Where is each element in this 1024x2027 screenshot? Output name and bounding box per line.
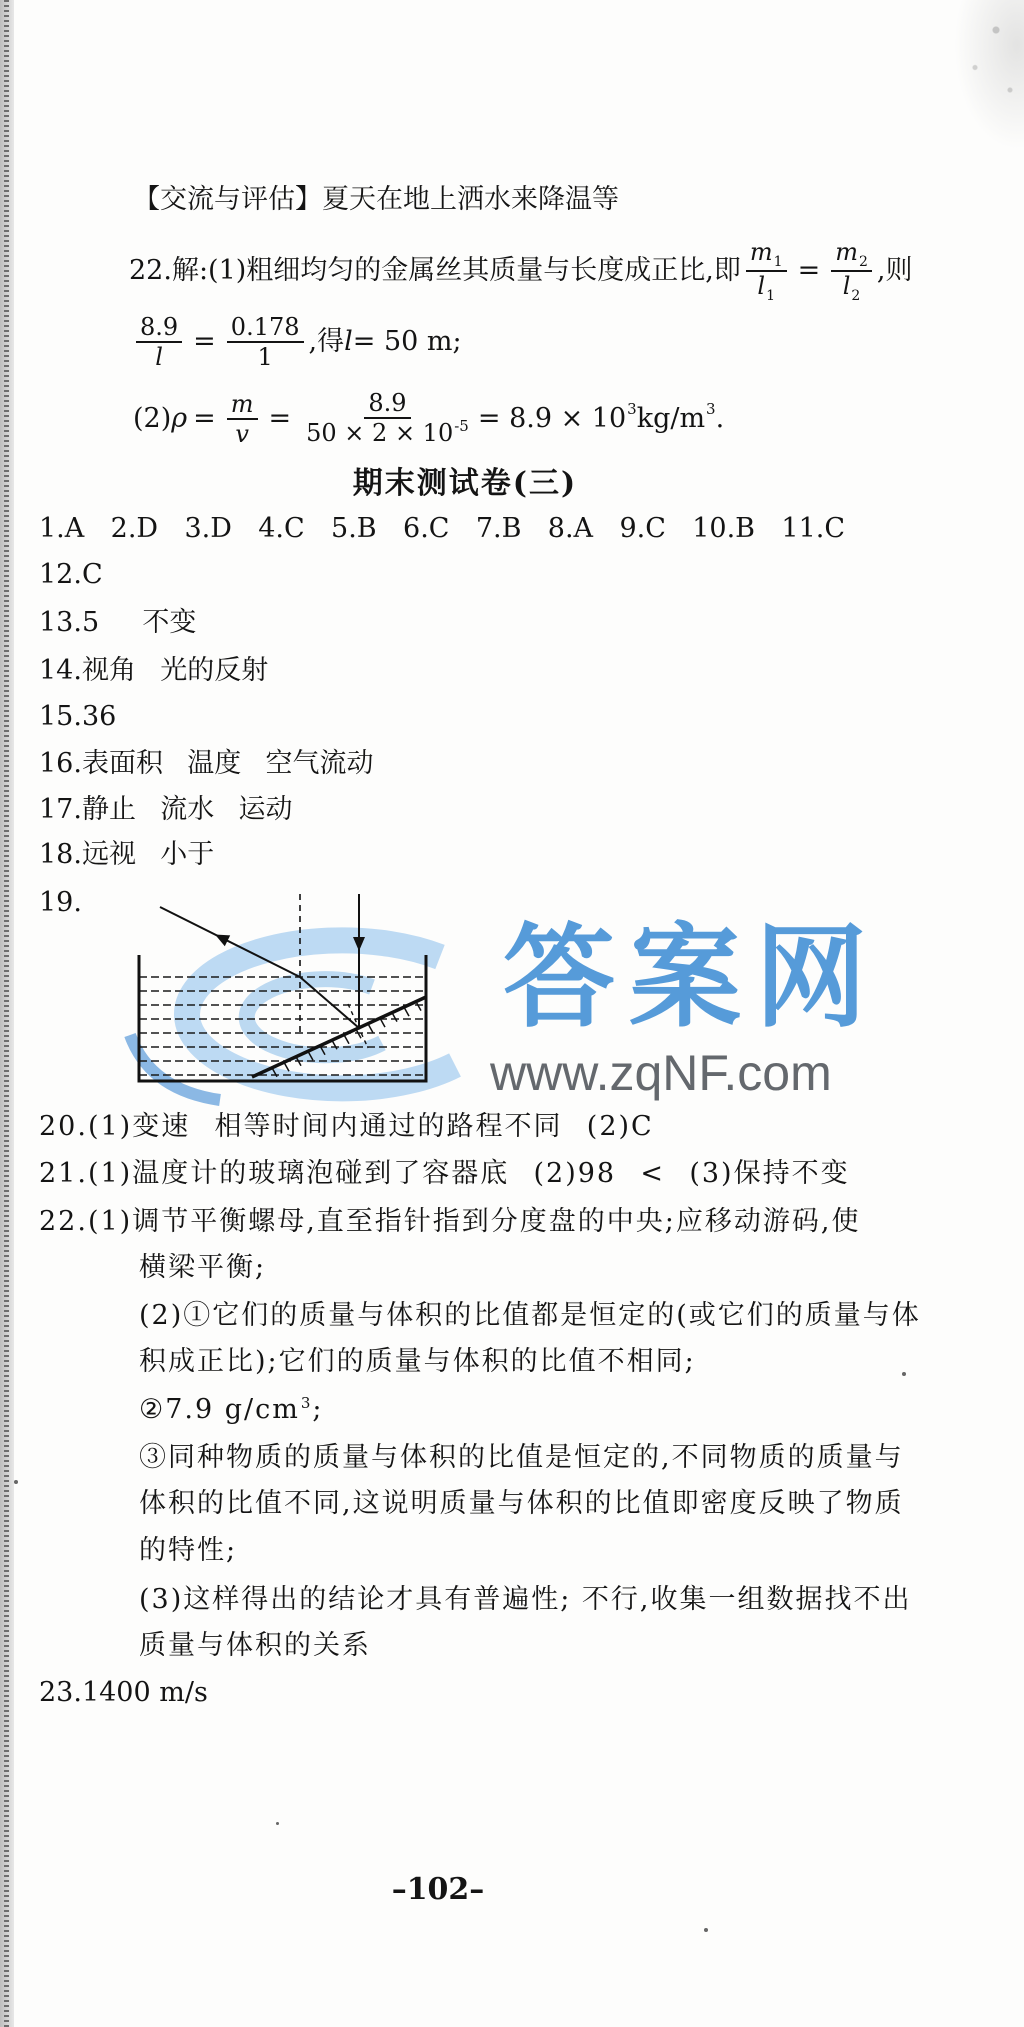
fraction-numerator: 8.9 xyxy=(136,314,182,343)
mc-answer: 6.C xyxy=(403,513,450,544)
answer-q22-line4: 积成正比);它们的质量与体积的比值不相同; xyxy=(139,1346,696,1377)
reflected-ray xyxy=(300,977,359,1028)
density-fraction-numeric xyxy=(302,390,473,449)
denominator-base: 50 × 2 × 10 xyxy=(306,418,454,447)
answer-q21 xyxy=(39,1157,850,1191)
var-l: l xyxy=(344,326,353,357)
var-v: v xyxy=(235,420,249,448)
fraction-denominator xyxy=(839,272,865,303)
scan-border xyxy=(0,0,14,2027)
prev-q22-density-line xyxy=(133,389,724,449)
answer-q18 xyxy=(39,838,214,872)
fraction-numerator xyxy=(227,391,258,420)
density-result: = 8.9 × 10 xyxy=(477,403,627,434)
question-number: 13. xyxy=(39,607,82,638)
answer-item: 不变 xyxy=(142,607,197,638)
answer-item: < xyxy=(640,1158,666,1189)
subscript: 2 xyxy=(858,254,868,270)
question-number: 20. xyxy=(39,1111,88,1142)
mc-answer: 8.A xyxy=(547,513,594,544)
watermark-url: www.zqNF.com xyxy=(490,1045,832,1101)
answer-item: 视角 xyxy=(81,655,136,686)
answer-q19 xyxy=(39,886,82,920)
exponent: 3 xyxy=(627,400,637,418)
subscript: 1 xyxy=(766,288,776,304)
var-m: m xyxy=(230,390,254,418)
exponent: -5 xyxy=(454,416,469,435)
answer-item: 运动 xyxy=(238,794,293,825)
answer-item: 表面积 xyxy=(81,748,163,779)
mc-answer: 2.D xyxy=(110,513,159,544)
equals-sign: = xyxy=(193,326,216,357)
mc-answer: 9.C xyxy=(619,513,666,544)
answer-text-end: ; xyxy=(312,1394,324,1425)
answer-q20 xyxy=(39,1110,654,1144)
equals-sign: = xyxy=(193,403,216,434)
answer-item: 流水 xyxy=(160,794,215,825)
scan-speck xyxy=(14,1480,18,1484)
exponent: 3 xyxy=(706,400,716,418)
refracted-ray xyxy=(160,907,300,977)
plane-mirror xyxy=(252,997,426,1077)
prev-q22-line1 xyxy=(129,238,913,304)
incident-ray-arrow-icon xyxy=(353,937,365,951)
answer-q22-line1 xyxy=(39,1205,860,1239)
answer-item: (3)保持不变 xyxy=(689,1158,850,1189)
step-fraction-right xyxy=(227,314,304,370)
prev-q22-intro-end: ,则 xyxy=(876,255,913,286)
answer-item: (1)温度计的玻璃泡碰到了容器底 xyxy=(87,1158,510,1189)
fraction-denominator xyxy=(231,420,253,447)
var-m: m xyxy=(749,238,773,266)
scan-speck xyxy=(902,1372,906,1376)
fraction-denominator: 1 xyxy=(257,343,273,371)
density-fraction-symbolic xyxy=(227,391,258,447)
section-title: 期末测试卷(三) xyxy=(352,466,578,501)
ratio-fraction-right xyxy=(831,239,872,303)
fraction-numerator xyxy=(746,239,787,272)
question-number: 15. xyxy=(39,701,82,732)
mc-answer: 10.B xyxy=(692,513,756,544)
answer-item: (2)98 xyxy=(533,1158,617,1189)
watermark-brand: 答案网 xyxy=(503,913,881,1043)
answer-text: ②7.9 g/cm xyxy=(139,1394,300,1425)
scan-speck xyxy=(704,1928,708,1932)
question-number: 19. xyxy=(39,887,82,918)
mc-answer: 7.B xyxy=(475,513,522,544)
answer-q16 xyxy=(39,747,374,781)
subscript: 2 xyxy=(851,288,861,304)
step-tail-post: = 50 m; xyxy=(352,326,462,357)
var-rho: ρ xyxy=(171,403,188,434)
prev-q22-intro: 解:(1)粗细均匀的金属丝其质量与长度成正比,即 xyxy=(171,255,741,286)
fraction-denominator xyxy=(753,272,779,303)
var-l: l xyxy=(757,272,766,300)
equals-sign: = xyxy=(797,255,821,286)
page-number: –102– xyxy=(391,1872,485,1907)
scan-speck xyxy=(276,1822,279,1825)
subscript: 1 xyxy=(773,254,783,270)
reflection-refraction-diagram xyxy=(120,885,440,1090)
answer-q23 xyxy=(39,1676,208,1710)
answer-q22-line5 xyxy=(139,1393,324,1430)
answer-item: 5 xyxy=(81,607,100,638)
fraction-denominator xyxy=(302,416,473,449)
question-number: 16. xyxy=(39,748,82,779)
fraction-numerator: 8.9 xyxy=(364,390,410,419)
answer-item: 远视 xyxy=(81,839,136,870)
mirror-hatching xyxy=(272,1002,421,1077)
exponent: 3 xyxy=(300,1394,313,1412)
answer-q15 xyxy=(39,700,116,734)
answer-item: 光的反射 xyxy=(160,655,269,686)
step-tail-pre: ,得 xyxy=(308,326,345,357)
answer-q13 xyxy=(39,606,196,640)
answer-item: 1400 m/s xyxy=(81,1677,208,1708)
answer-item: 空气流动 xyxy=(265,748,374,779)
answer-q22-line7: 体积的比值不同,这说明质量与体积的比值即密度反映了物质 xyxy=(139,1488,904,1519)
mc-answer: 11.C xyxy=(781,513,845,544)
water-lines xyxy=(139,977,426,1075)
mc-answer: 1.A xyxy=(39,513,85,544)
equals-sign: = xyxy=(268,403,292,434)
var-m: m xyxy=(835,238,858,266)
period: . xyxy=(715,403,725,434)
answer-item: 36 xyxy=(81,701,117,732)
exchange-eval-line: 【交流与评估】夏天在地上洒水来降温等 xyxy=(133,184,619,215)
answer-item: (2)C xyxy=(586,1111,654,1142)
mc-answers-row xyxy=(39,512,845,546)
question-number: 22. xyxy=(39,1206,88,1237)
question-number: 21. xyxy=(39,1158,88,1189)
question-number: 18. xyxy=(39,839,82,870)
var-l: l xyxy=(155,343,163,371)
mc-answer: 3.D xyxy=(184,513,232,544)
ratio-fraction-left xyxy=(746,239,787,303)
answer-q22-line3: (2)①它们的质量与体积的比值都是恒定的(或它们的质量与体 xyxy=(139,1300,921,1331)
answer-q17 xyxy=(39,793,293,827)
answer-q22-line9: (3)这样得出的结论才具有普遍性; 不行,收集一组数据找不出 xyxy=(139,1584,912,1615)
answer-item: (1)变速 xyxy=(87,1111,191,1142)
mc-answer: 5.B xyxy=(331,513,377,544)
part-label: (2) xyxy=(133,403,172,434)
question-number: 22. xyxy=(129,255,172,286)
answer-item: 静止 xyxy=(81,794,136,825)
density-unit: kg/m xyxy=(636,403,706,434)
answer-q22-line2: 横梁平衡; xyxy=(139,1252,267,1283)
answer-q22-line10: 质量与体积的关系 xyxy=(139,1630,371,1661)
answer-item: 相等时间内通过的路程不同 xyxy=(214,1111,563,1142)
question-number: 23. xyxy=(39,1677,82,1708)
answer-q14 xyxy=(39,654,268,688)
prev-q22-step-line xyxy=(131,312,462,372)
var-l: l xyxy=(842,272,851,300)
answer-item: 小于 xyxy=(160,839,215,870)
step-fraction-left xyxy=(136,314,182,370)
answer-q22-line6: ③同种物质的质量与体积的比值是恒定的,不同物质的质量与 xyxy=(139,1442,904,1473)
mc-answer: 4.C xyxy=(258,513,305,544)
scan-noise xyxy=(954,0,1024,150)
question-number: 17. xyxy=(39,794,82,825)
answer-text: (1)调节平衡螺母,直至指针指到分度盘的中央;应移动游码,使 xyxy=(87,1206,861,1237)
answer-q22-line8: 的特性; xyxy=(139,1535,238,1566)
fraction-denominator xyxy=(151,343,167,370)
answer-q12: 12.C xyxy=(39,559,103,590)
question-number: 14. xyxy=(39,655,82,686)
fraction-numerator: 0.178 xyxy=(227,314,304,343)
fraction-numerator xyxy=(831,239,872,272)
answer-item: 温度 xyxy=(187,748,242,779)
